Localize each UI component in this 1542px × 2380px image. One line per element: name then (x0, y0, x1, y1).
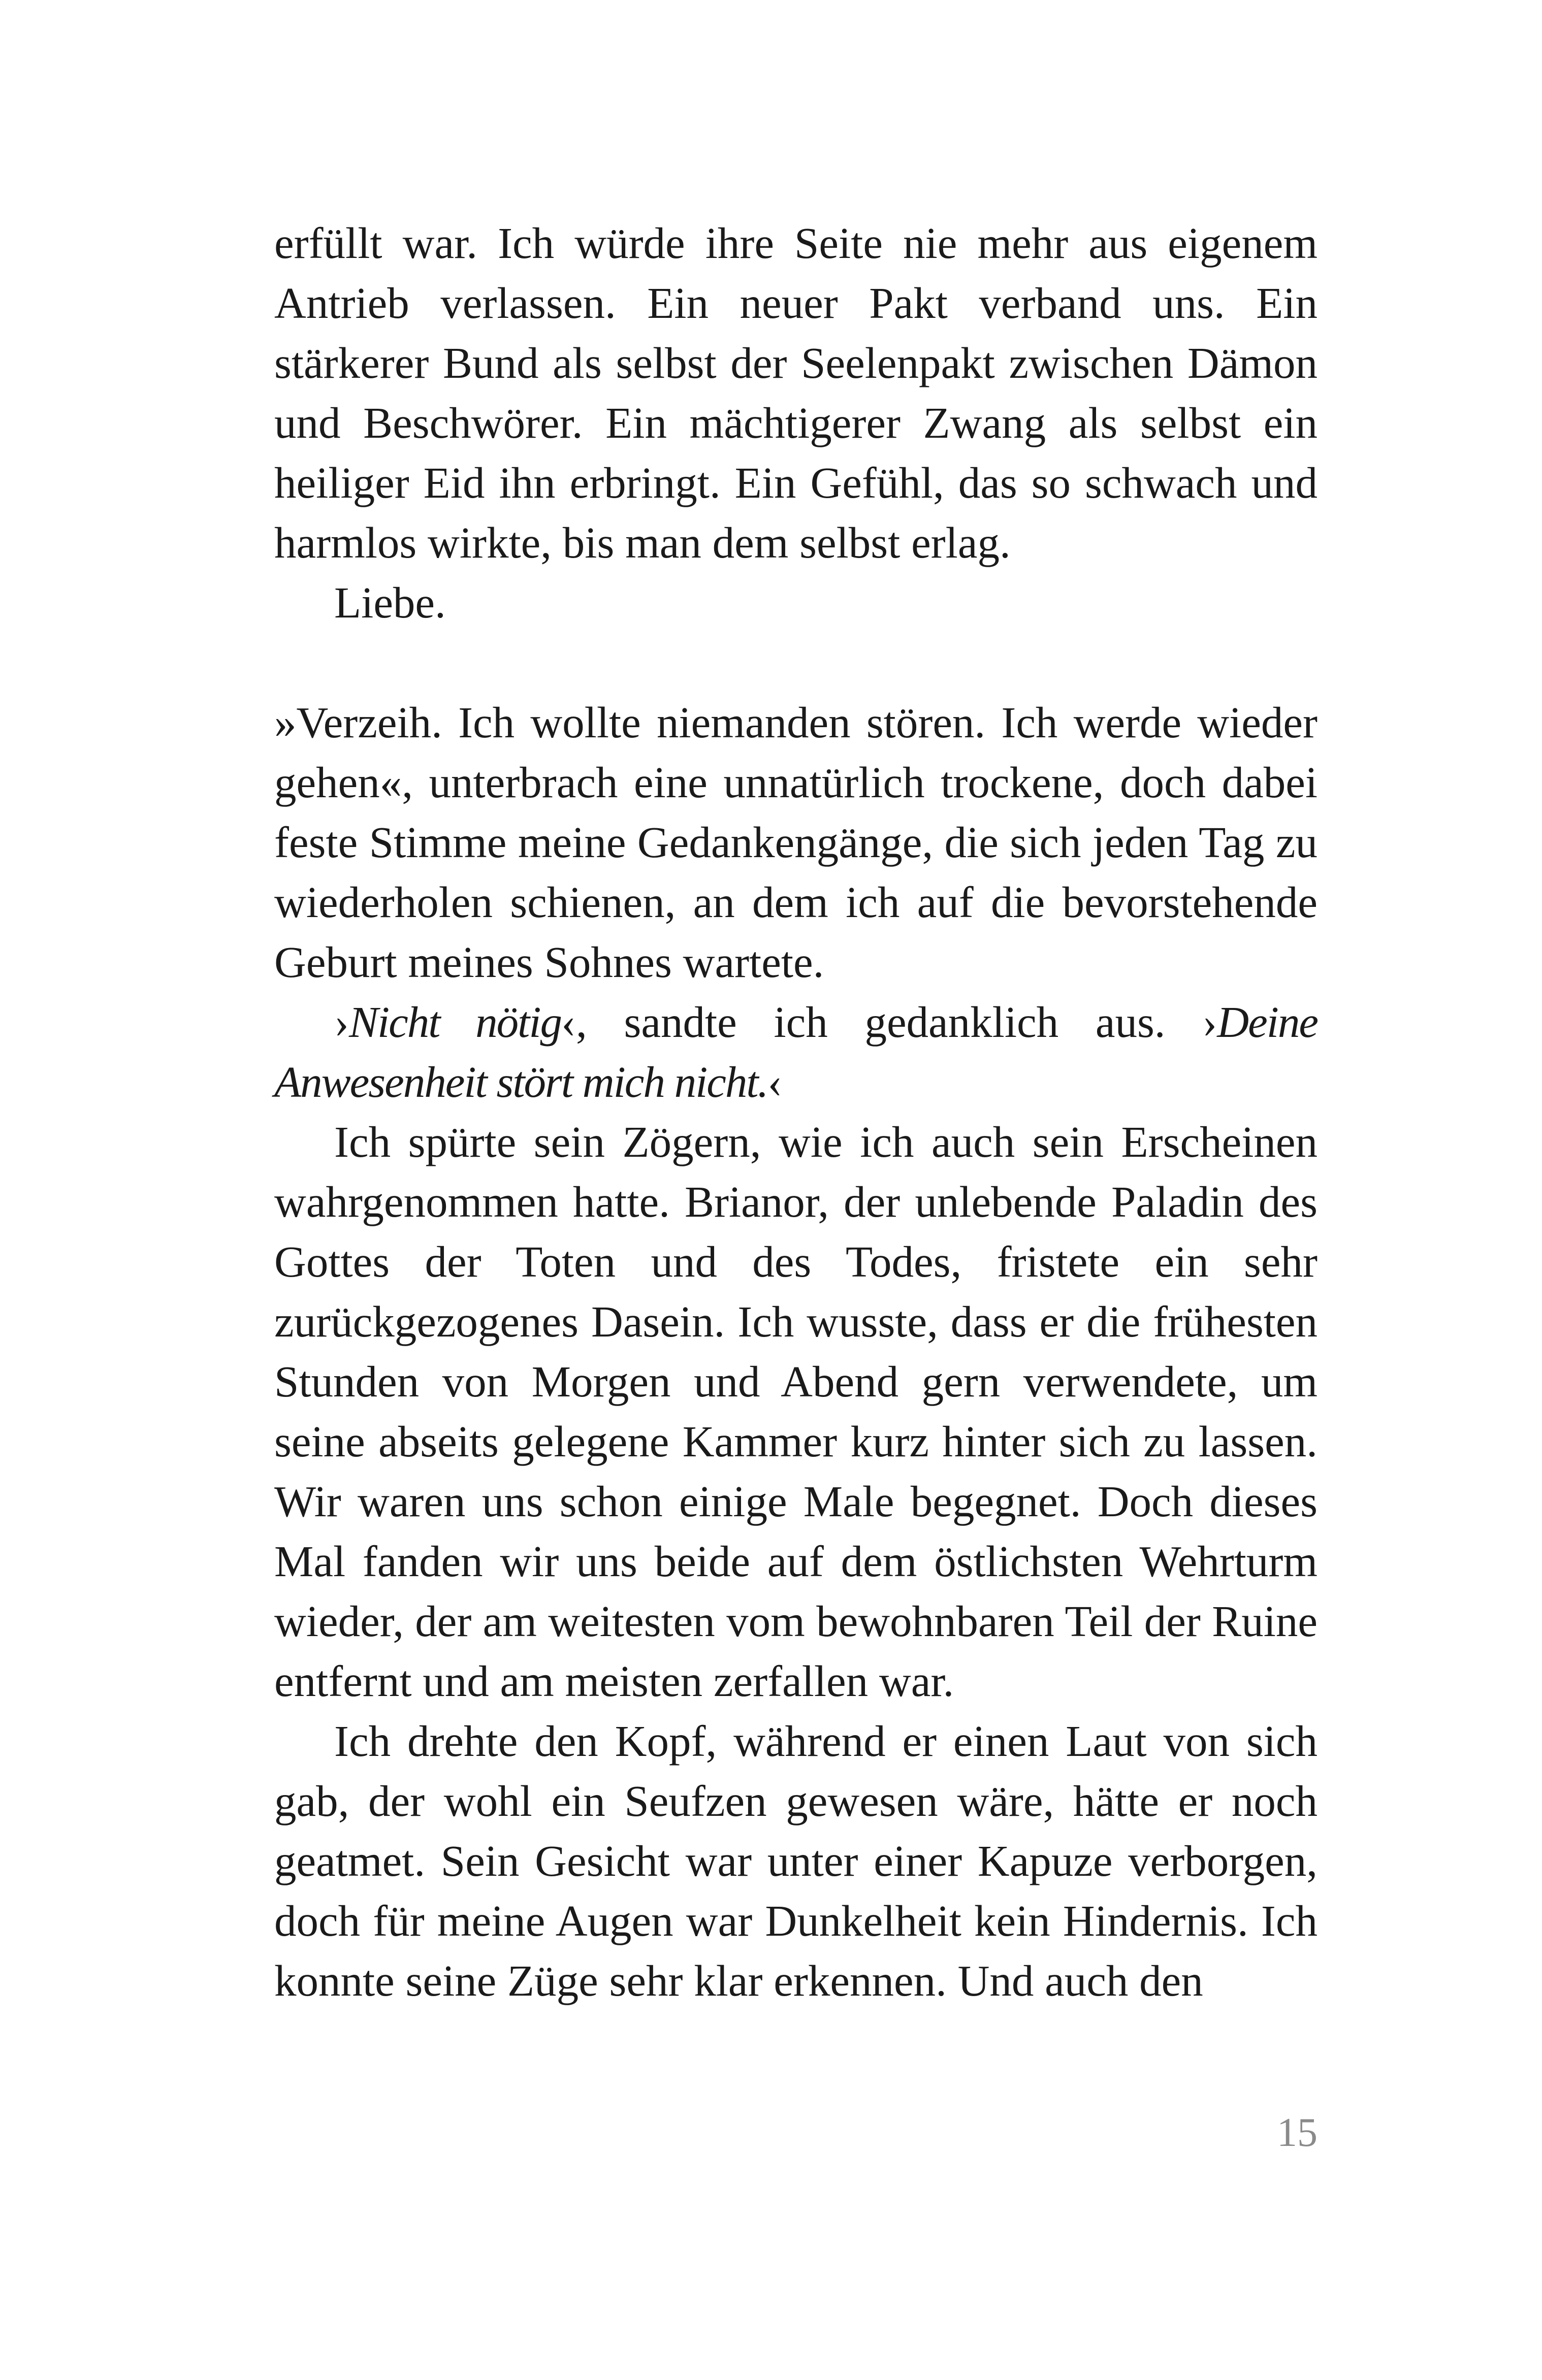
paragraph-brianor: Ich spürte sein Zögern, wie ich auch sein Erscheinen wahrgenommen hatte. Brianor, der unlebende Paladin des Gottes der Toten und des Todes, fristete ein sehr zurückgezogenes Dasein. Ich wusste, dass er die frühesten Stunden von Morgen und Abend gern verwendete, um seine abseits gelegene Kammer kurz hinter sich zu lassen. Wir waren uns schon einige Male begegnet. Doch dieses Mal fanden wir uns beide auf dem östlichsten Wehrturm wieder, der am weitesten vom bewohnbaren Teil der Ruine entfernt und am meisten zerfallen war. (274, 1117, 1318, 1706)
thought-italic-2: Deine Anwesenheit stört mich nicht. (274, 997, 1318, 1106)
scene-break (274, 633, 1318, 693)
thought-italic-1: Nicht nötig (348, 997, 562, 1047)
paragraph-head-turn: Ich drehte den Kopf, während er einen Laut von sich gab, der wohl ein Seufzen gewesen wäre, hätte er noch geatmet. Sein Gesicht war unter einer Kapuze verborgen, doch für meine Augen war Dunkelheit kein Hindernis. Ich konnte seine Züge sehr klar erkennen. Und auch den (274, 1716, 1318, 2005)
thought-close-quote: ‹ (767, 1057, 783, 1106)
thought-open-quote: › (334, 997, 349, 1047)
page-number: 15 (1277, 2110, 1318, 2155)
body-text (274, 213, 1318, 2011)
paragraph-liebe: Liebe. (334, 578, 446, 627)
paragraph-dialogue-opening: »Verzeih. Ich wollte niemanden stören. Ich werde wieder gehen«, unterbrach eine unnatürlich trockene, doch dabei feste Stimme meine Gedankengänge, die sich jeden Tag zu wiederholen schienen, an dem ich auf die bevorstehende Geburt meines Sohnes wartete. (274, 698, 1318, 987)
paragraph-thought-reply (274, 992, 1318, 1112)
thought-middle: ‹, sandte ich gedanklich aus. › (561, 997, 1217, 1047)
paragraph-continuation: erfüllt war. Ich würde ihre Seite nie mehr aus eigenem Antrieb verlassen. Ein neuer Pakt verband uns. Ein stärkerer Bund als selbst der Seelenpakt zwischen Dämon und Beschwörer. Ein mächtigerer Zwang als selbst ein heiliger Eid ihn erbringt. Ein Gefühl, das so schwach und harmlos wirkte, bis man dem selbst erlag. (274, 218, 1318, 567)
